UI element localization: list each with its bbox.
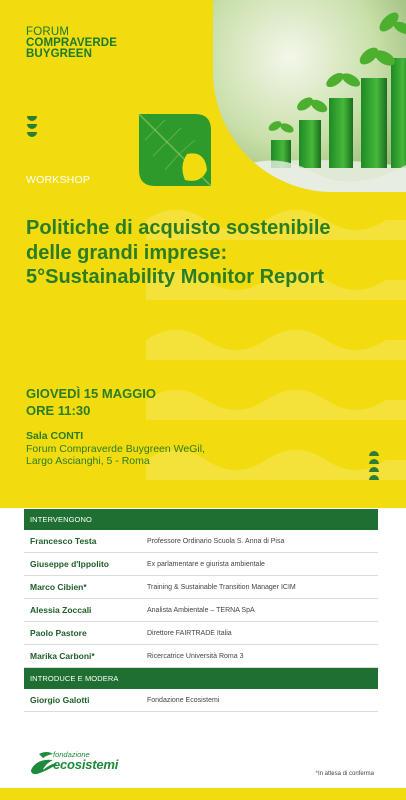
decor-dots-left xyxy=(27,116,37,140)
title-line-3: 5°Sustainability Monitor Report xyxy=(26,266,325,288)
table-row xyxy=(24,553,378,576)
speaker-role: Ricercatrice Università Roma 3 xyxy=(147,652,244,660)
speaker-role: Analista Ambientale – TERNA SpA xyxy=(147,606,255,614)
logo-big-text: ecosistemi xyxy=(53,757,119,772)
table-row xyxy=(24,622,378,645)
speakers-table xyxy=(24,509,378,712)
brand-line-2: COMPRAVERDE xyxy=(26,37,117,49)
table-row xyxy=(24,576,378,599)
speaker-role: Ex parlamentare e giurista ambientale xyxy=(147,560,265,568)
speaker-name: Marika Carboni* xyxy=(30,651,95,661)
growth-chart-photo xyxy=(213,0,406,192)
table-row xyxy=(24,530,378,553)
venue-line-1: Forum Compraverde Buygreen WeGil, xyxy=(26,442,205,455)
moderator-name: Giorgio Galotti xyxy=(30,695,90,705)
event-time: ORE 11:30 xyxy=(26,403,91,418)
confirmation-note xyxy=(316,771,374,777)
speaker-name: Alessia Zoccali xyxy=(30,605,92,615)
table-row xyxy=(24,645,378,668)
speaker-name: Paolo Pastore xyxy=(30,628,87,638)
brand-line-3: BUYGREEN xyxy=(26,48,92,60)
event-venue xyxy=(26,430,205,468)
speakers-header: INTERVENGONO xyxy=(24,509,378,530)
table-row xyxy=(24,599,378,622)
speaker-name: Marco Cibien* xyxy=(30,582,87,592)
speaker-name: Giuseppe d'Ippolito xyxy=(30,559,109,569)
speaker-name: Francesco Testa xyxy=(30,536,97,546)
venue-room: Sala CONTI xyxy=(26,430,84,442)
decor-dots-right xyxy=(369,451,379,483)
venue-line-2: Largo Ascianghi, 5 - Roma xyxy=(26,455,150,467)
speaker-role: Training & Sustainable Transition Manager ICIM xyxy=(147,583,296,591)
table-row xyxy=(24,689,378,712)
event-date: GIOVEDÌ 15 MAGGIO xyxy=(26,386,157,401)
event-title xyxy=(26,216,366,290)
event-type: WORKSHOP xyxy=(26,174,91,186)
brand-line-1: FORUM xyxy=(26,26,70,38)
moderator-role: Fondazione Ecosistemi xyxy=(147,696,220,704)
ecosistemi-logo xyxy=(53,750,118,770)
moderator-header: INTRODUCE E MODERA xyxy=(24,668,378,689)
title-line-2: delle grandi imprese: xyxy=(26,241,228,264)
logo-small-text: fondazione xyxy=(53,750,90,759)
forum-logo xyxy=(26,27,117,60)
note-star: * xyxy=(315,771,318,777)
title-line-1: Politiche di acquisto sostenibile xyxy=(26,217,331,239)
note-text: In attesa di conferma xyxy=(317,771,374,777)
event-datetime xyxy=(26,385,156,419)
leaf-icon xyxy=(135,110,215,190)
speaker-role: Professore Ordinario Scuola S. Anna di Pisa xyxy=(147,537,285,545)
speaker-role: Direttore FAIRTRADE Italia xyxy=(147,629,232,637)
bottom-bar xyxy=(0,788,406,800)
